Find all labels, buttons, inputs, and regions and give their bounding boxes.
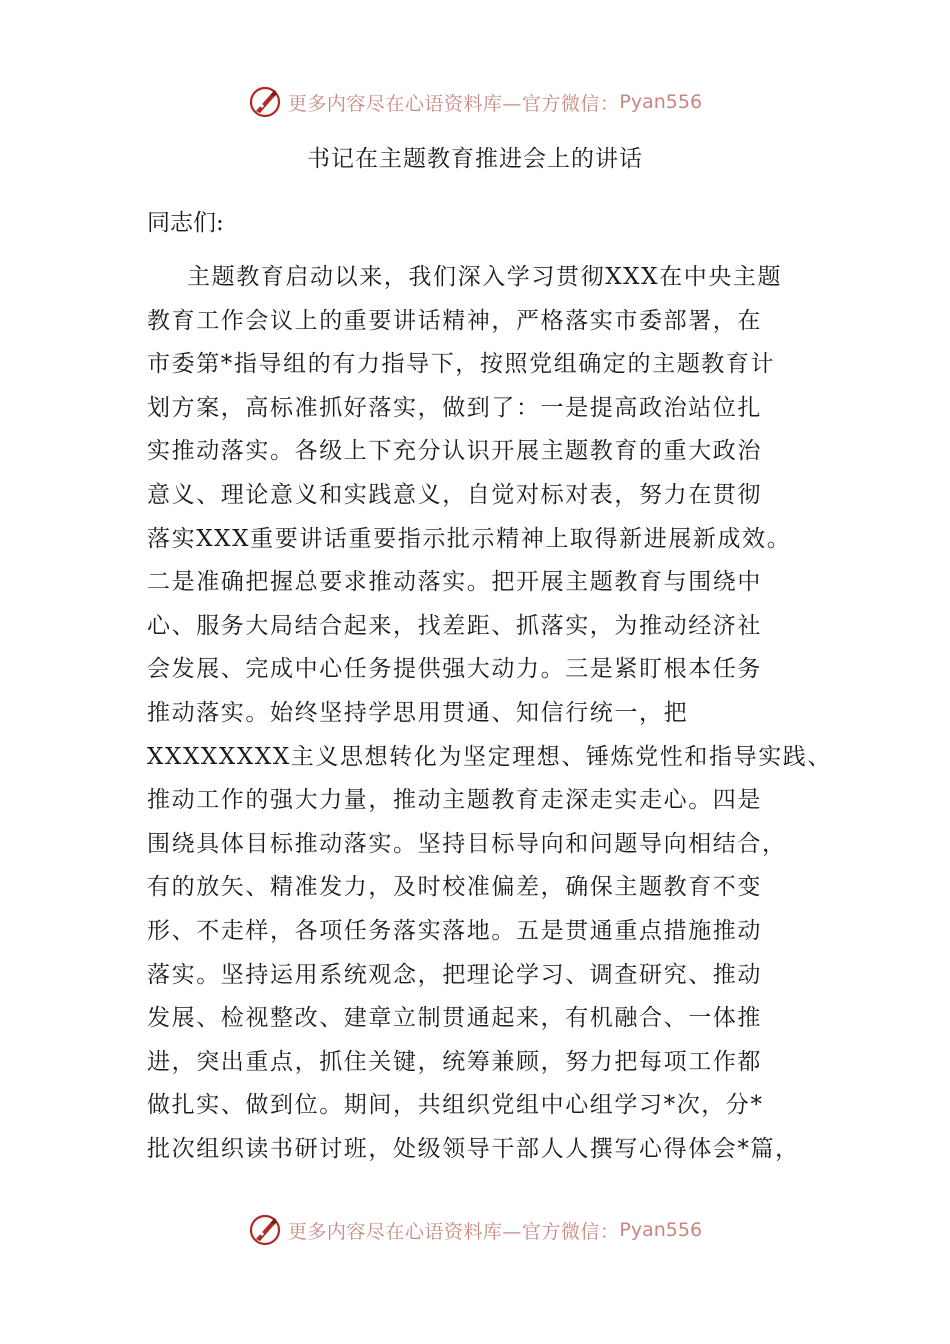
body-line: 主题教育启动以来，我们深入学习贯彻XXX在中央主题 [187, 264, 783, 290]
document-title: 书记在主题教育推进会上的讲话 [307, 146, 643, 172]
body-line: 做扎实、做到位。期间，共组织党组中心组学习*次，分* [147, 1092, 764, 1119]
body-line: XXXXXXXX主义思想转化为坚定理想、锤炼党性和指导实践、 [147, 743, 832, 770]
body-line: 落实XXX重要讲话重要指示批示精神上取得新进展新成效。 [147, 525, 792, 552]
body-line: 落实。坚持运用系统观念，把理论学习、调查研究、推动 [147, 961, 762, 988]
watermark-wechat-id: Pyan556 [619, 91, 703, 113]
body-line: 形、不走样，各项任务落实落地。五是贯通重点措施推动 [147, 917, 762, 944]
body-line: 实推动落实。各级上下充分认识开展主题教育的重大政治 [147, 438, 762, 465]
body-line: 批次组织读书研讨班，处级领导干部人人撰写心得体会*篇， [147, 1135, 800, 1162]
body-line: 围绕具体目标推动落实。坚持目标导向和问题导向相结合， [147, 830, 787, 857]
body-line: 二是准确把握总要求推动落实。把开展主题教育与围绕中 [147, 569, 762, 596]
document-body [147, 256, 832, 1171]
body-line: 推动落实。始终坚持学思用贯通、知信行统一，把 [147, 699, 689, 726]
watermark-wechat-id: Pyan556 [619, 1219, 703, 1241]
body-line: 教育工作会议上的重要讲话精神，严格落实市委部署，在 [147, 307, 762, 334]
pen-nib-logo-icon [248, 1213, 282, 1247]
body-line: 市委第*指导组的有力指导下，按照党组确定的主题教育计 [147, 351, 776, 378]
body-line: 划方案，高标准抓好落实，做到了：一是提高政治站位扎 [147, 394, 762, 421]
body-line: 推动工作的强大力量，推动主题教育走深走实走心。四是 [147, 787, 762, 814]
watermark-banner-top [0, 82, 950, 122]
watermark-text: 更多内容尽在心语资料库—官方微信： [287, 92, 620, 115]
body-line: 意义、理论意义和实践意义，自觉对标对表，努力在贯彻 [147, 481, 762, 508]
body-line: 会发展、完成中心任务提供强大动力。三是紧盯根本任务 [147, 656, 762, 683]
body-line: 发展、检视整改、建章立制贯通起来，有机融合、一体推 [147, 1005, 762, 1032]
watermark-banner-bottom [0, 1210, 950, 1250]
body-line: 心、服务大局结合起来，找差距、抓落实，为推动经济社 [147, 612, 762, 639]
body-line: 有的放矢、精准发力，及时校准偏差，确保主题教育不变 [147, 874, 762, 901]
pen-nib-logo-icon [248, 85, 282, 119]
salutation: 同志们: [147, 210, 224, 236]
body-line: 进，突出重点，抓住关键，统筹兼顾，努力把每项工作都 [147, 1048, 762, 1075]
watermark-text: 更多内容尽在心语资料库—官方微信： [287, 1220, 620, 1243]
